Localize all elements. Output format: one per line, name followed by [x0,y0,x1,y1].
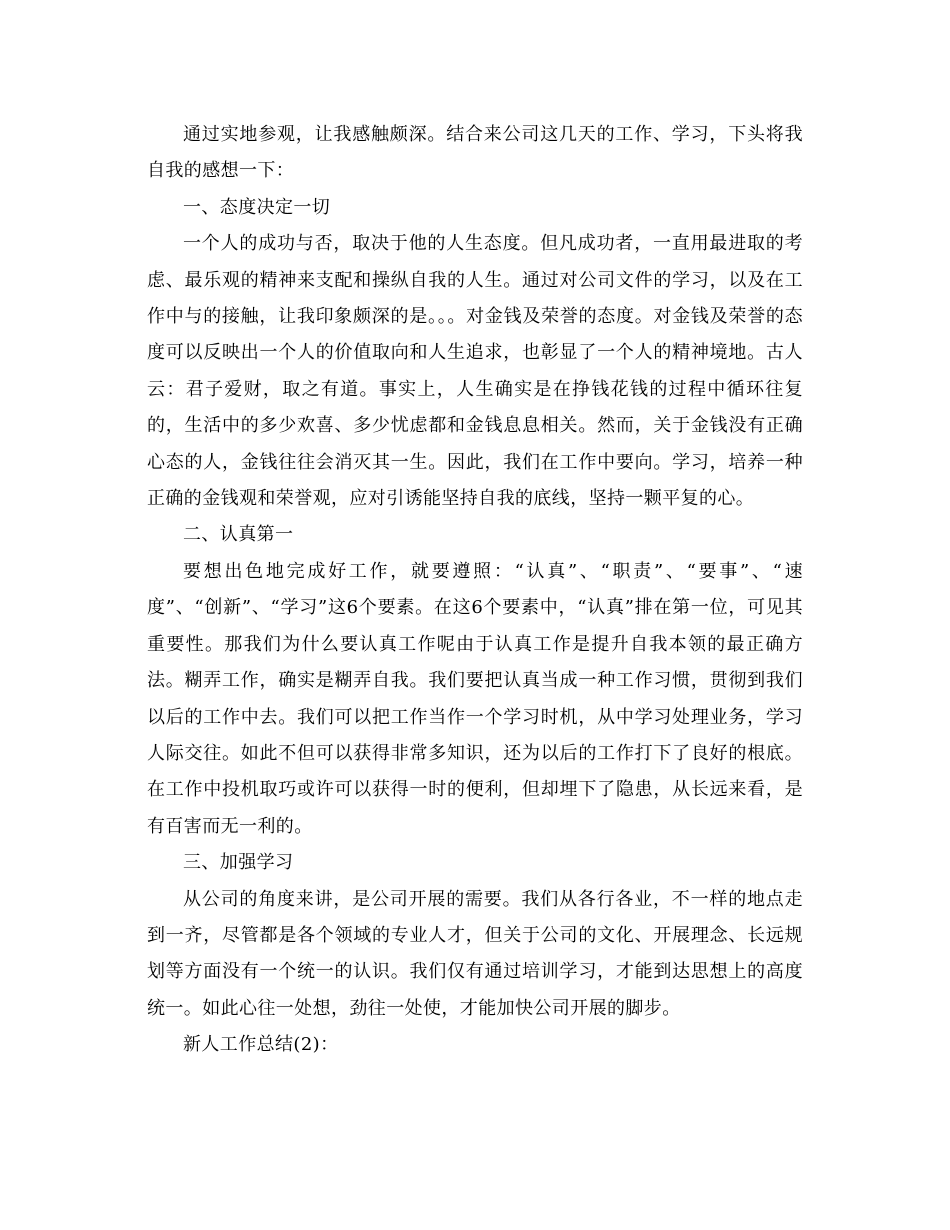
section-heading-learning: 三、加强学习 [183,852,294,874]
section-heading-diligence: 二、认真第一 [183,524,294,546]
section-body-attitude: 一个人的成功与否，取决于他的人生态度。但凡成功者，一直用最进取的考虑、最乐观的精神来支配和操纵自我的人生。通过对公司文件的学习，以及在工作中与的接触，让我印象颇深的是。。。对金钱及荣誉的态度。对金钱及荣誉的态度可以反映出一个人的价值取向和人生追求，也彰显了一个人的精神境地。古人云：君子爱财，取之有道。事实上，人生确实是在挣钱花钱的过程中循环往复的，生活中的多少欢喜、多少忧虑都和金钱息息相关。然而，关于金钱没有正确心态的人，金钱往往会消灭其一生。因此，我们在工作中要向。学习，培养一种正确的金钱观和荣誉观，应对引诱能坚持自我的底线，坚持一颗平复的心。 [147,233,803,510]
section-body-learning: 从公司的角度来讲，是公司开展的需要。我们从各行各业，不一样的地点走到一齐，尽管都是各个领域的专业人才，但关于公司的文化、开展理念、长远规划等方面没有一个统一的认识。我们仅有通过培训学习，才能到达思想上的高度统一。如此心往一处想，劲往一处使，才能加快公司开展的脚步。 [147,888,803,1019]
section-heading-attitude: 一、态度决定一切 [183,196,331,218]
intro-paragraph: 通过实地参观，让我感触颇深。结合来公司这几天的工作、学习，下头将我自我的感想一下： [147,124,803,182]
closing-line: 新人工作总结(2)： [183,1034,339,1056]
document-page [147,117,803,1064]
section-body-diligence: 要想出色地完成好工作，就要遵照：“认真”、“职责”、“要事”、“速度”、“创新”、“学习”这6个要素。在这6个要素中，“认真”排在第一位，可见其重要性。那我们为什么要认真工作呢由于认真工作是提升自我本领的最正确方法。糊弄工作，确实是糊弄自我。我们要把认真当成一种工作习惯，贯彻到我们以后的工作中去。我们可以把工作当作一个学习时机，从中学习处理业务，学习人际交往。如此不但可以获得非常多知识，还为以后的工作打下了良好的根底。在工作中投机取巧或许可以获得一时的便利，但却埋下了隐患，从长远来看，是有百害而无一利的。 [147,560,803,837]
